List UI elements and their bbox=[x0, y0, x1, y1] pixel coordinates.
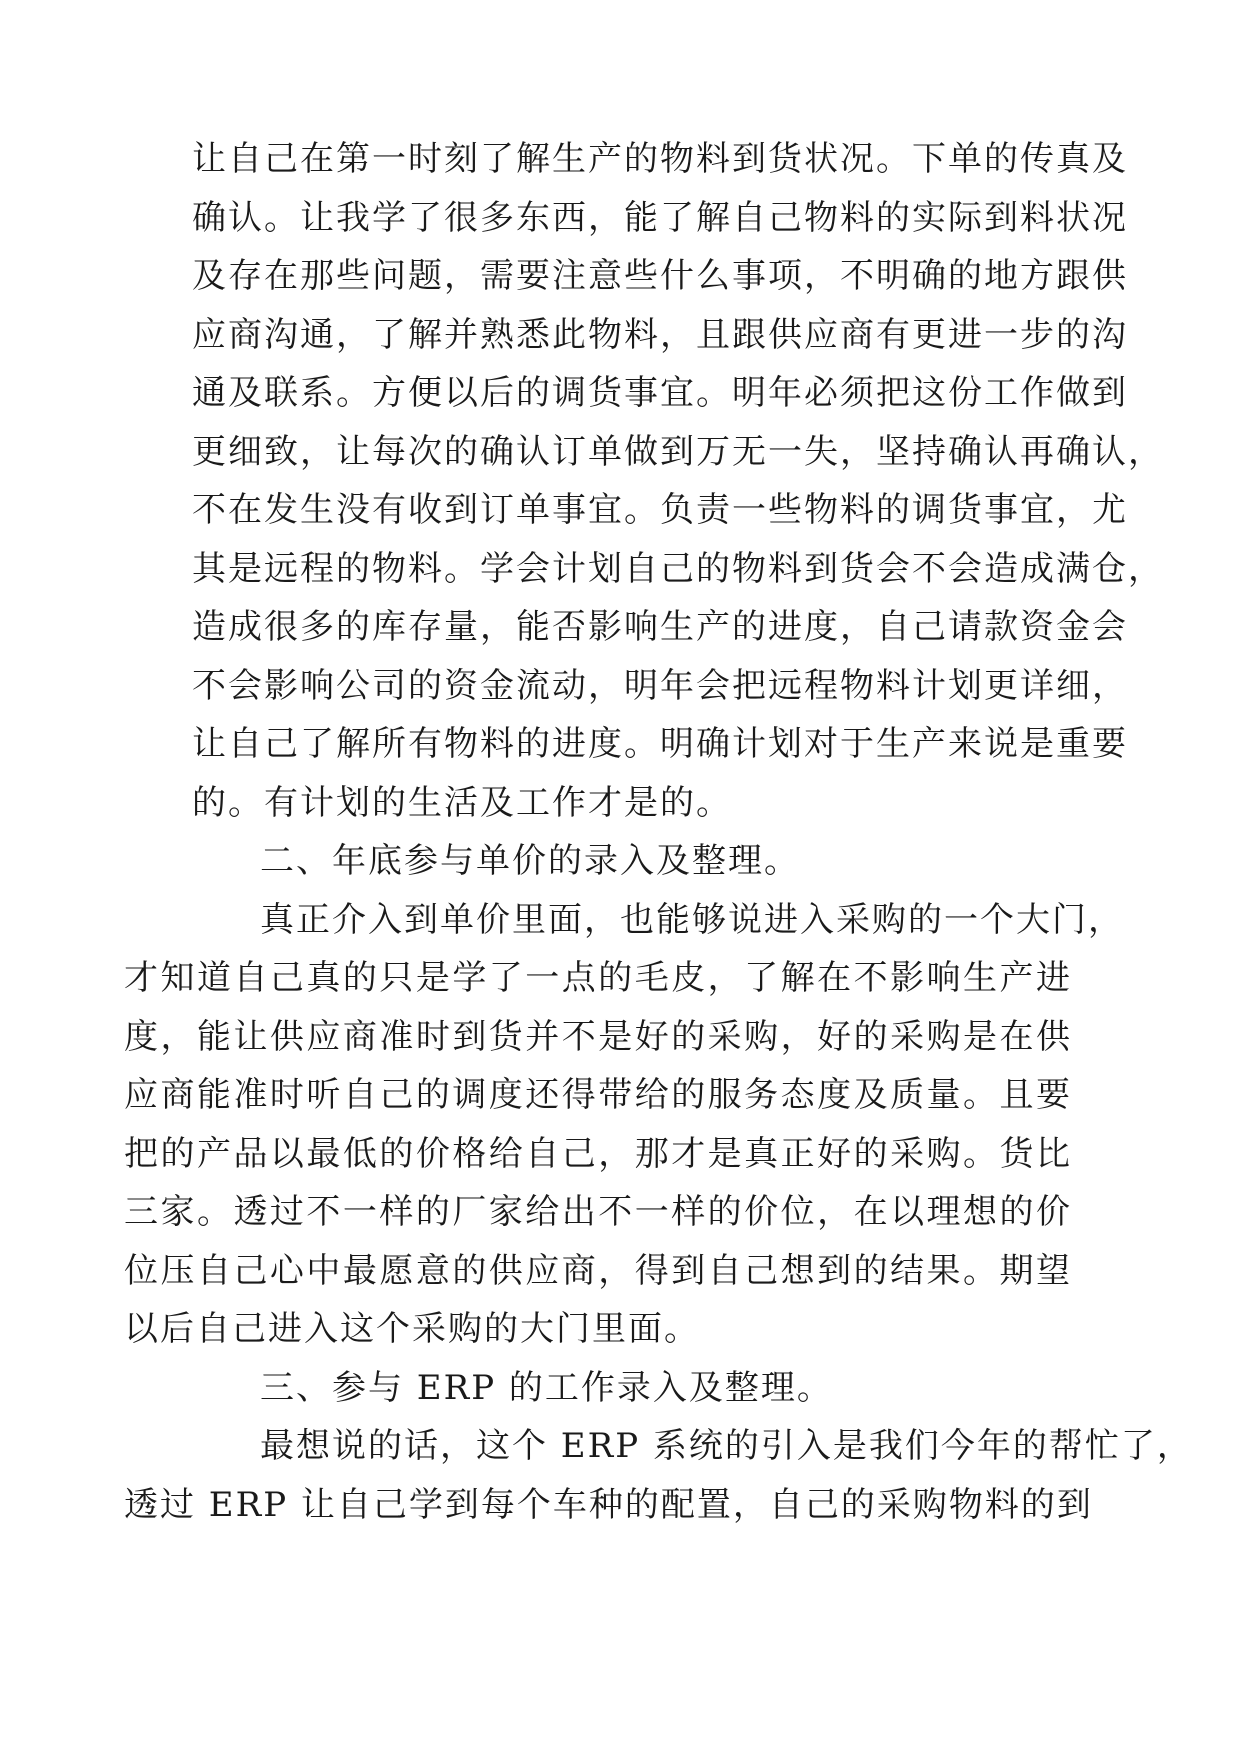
text-line: 位压自己心中最愿意的供应商，得到自己想到的结果。期望 bbox=[124, 1250, 1072, 1291]
text-line: 透过 ERP 让自己学到每个车种的配置，自己的采购物料的到 bbox=[124, 1484, 1093, 1525]
body-text bbox=[124, 130, 1193, 1534]
text-line: 应商能准时听自己的调度还得带给的服务态度及质量。且要 bbox=[124, 1075, 1072, 1115]
section-heading-2 bbox=[192, 832, 1072, 891]
text-line: 最想说的话，这个 ERP 系统的引入是我们今年的帮忙了， bbox=[260, 1426, 1193, 1466]
text-line: 更细致，让每次的确认订单做到万无一失，坚持确认再确认， bbox=[192, 431, 1164, 472]
text-line: 度，能让供应商准时到货并不是好的采购，好的采购是在供 bbox=[124, 1016, 1072, 1057]
text-line: 真正介入到单价里面，也能够说进入采购的一个大门， bbox=[260, 899, 1124, 940]
text-line: 的。有计划的生活及工作才是的。 bbox=[192, 782, 732, 823]
text-line: 把的产品以最低的价格给自己，那才是真正好的采购。货比 bbox=[124, 1133, 1072, 1174]
section-heading-3 bbox=[192, 1359, 1072, 1418]
text-line: 不会影响公司的资金流动，明年会把远程物料计划更详细， bbox=[192, 665, 1128, 706]
text-line: 造成很多的库存量，能否影响生产的进度，自己请款资金会 bbox=[192, 607, 1128, 647]
text-line: 通及联系。方便以后的调货事宜。明年必须把这份工作做到 bbox=[192, 373, 1128, 413]
text-line: 不在发生没有收到订单事宜。负责一些物料的调货事宜，尤 bbox=[192, 490, 1128, 530]
text-line: 应商沟通，了解并熟悉此物料，且跟供应商有更进一步的沟 bbox=[192, 314, 1128, 355]
text-line: 才知道自己真的只是学了一点的毛皮，了解在不影响生产进 bbox=[124, 958, 1072, 998]
paragraph-unit-price bbox=[124, 891, 1124, 1359]
paragraph-material-tracking bbox=[192, 130, 1164, 832]
heading-text: 三、参与 ERP 的工作录入及整理。 bbox=[260, 1367, 833, 1408]
text-line: 确认。让我学了很多东西，能了解自己物料的实际到料状况 bbox=[192, 197, 1128, 238]
text-line: 三家。透过不一样的厂家给出不一样的价位，在以理想的价 bbox=[124, 1192, 1072, 1232]
text-line: 以后自己进入这个采购的大门里面。 bbox=[124, 1309, 700, 1349]
text-line: 其是远程的物料。学会计划自己的物料到货会不会造成满仓， bbox=[192, 548, 1164, 589]
text-line: 让自己了解所有物料的进度。明确计划对于生产来说是重要 bbox=[192, 724, 1128, 764]
text-line: 及存在那些问题，需要注意些什么事项，不明确的地方跟供 bbox=[192, 256, 1128, 296]
text-line: 让自己在第一时刻了解生产的物料到货状况。下单的传真及 bbox=[192, 139, 1128, 179]
heading-text: 二、年底参与单价的录入及整理。 bbox=[260, 841, 800, 881]
paragraph-erp bbox=[124, 1417, 1193, 1534]
